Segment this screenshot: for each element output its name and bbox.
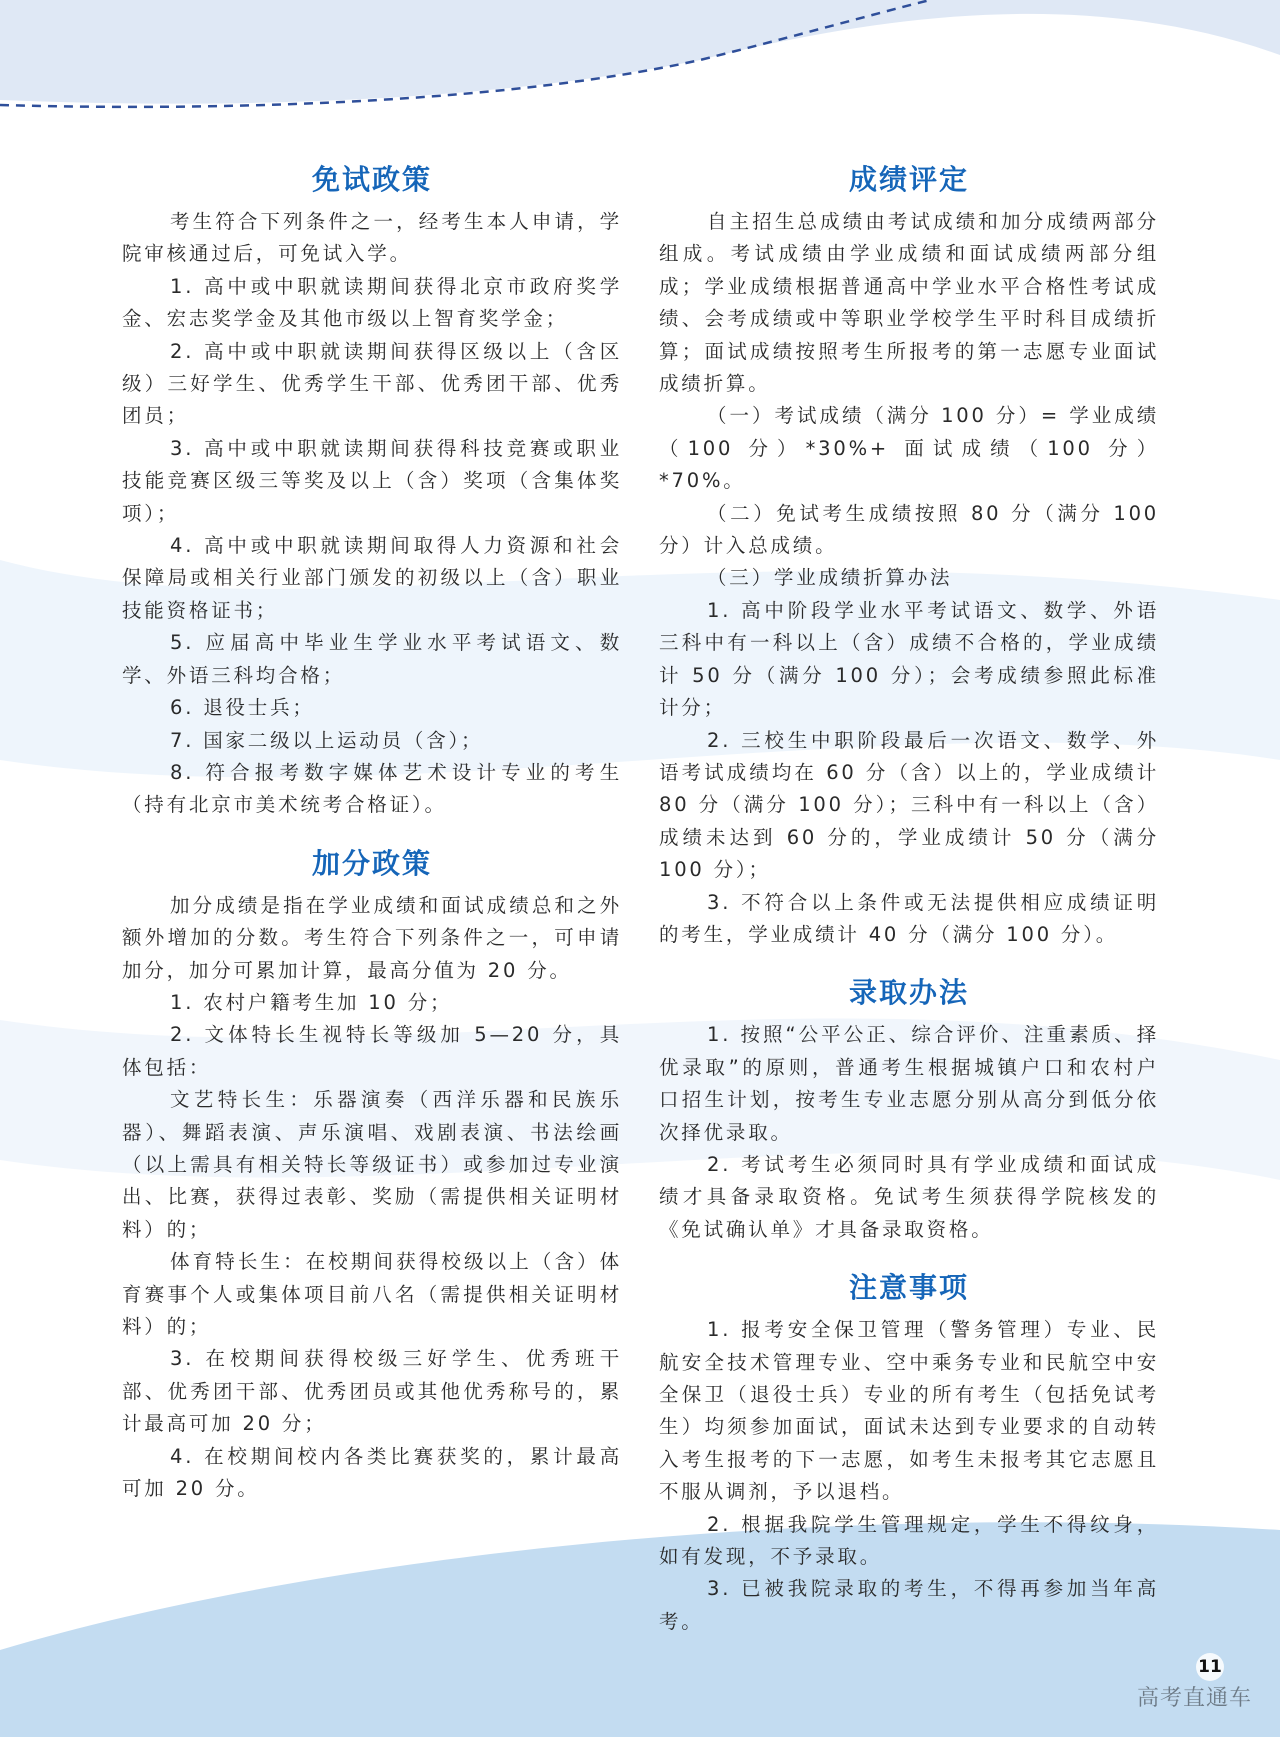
paragraph: 8. 符合报考数字媒体艺术设计专业的考生（持有北京市美术统考合格证）。 [122, 760, 622, 817]
paragraph: 3. 高中或中职就读期间获得科技竞赛或职业技能竞赛区级三等奖及以上（含）奖项（含集体奖项）； [122, 436, 622, 525]
paragraph: 自主招生总成绩由考试成绩和加分成绩两部分组成。考试成绩由学业成绩和面试成绩两部分组成；学业成绩根据普通高中学业水平合格性考试成绩、会考成绩或中等职业学校学生平时科目成绩折算；面试成绩按照考生所报考的第一志愿专业面试成绩折算。 [659, 210, 1159, 396]
paragraph: 4. 在校期间校内各类比赛获奖的，累计最高可加 20 分。 [122, 1444, 622, 1501]
section-bonus-policy [122, 844, 622, 1506]
paragraph: （一）考试成绩（满分 100 分）= 学业成绩（100 分）*30%+ 面试成绩（100 分）*70%。 [659, 404, 1159, 493]
paragraph: 4. 高中或中职就读期间取得人力资源和社会保障局或相关行业部门颁发的初级以上（含）职业技能资格证书； [122, 534, 622, 622]
section-title: 免试政策 [311, 163, 432, 196]
paragraph: 2. 根据我院学生管理规定，学生不得纹身，如有发现，不予录取。 [659, 1512, 1159, 1569]
paragraph: 2. 考试考生必须同时具有学业成绩和面试成绩才具备录取资格。免试考生须获得学院核发的《免试确认单》才具备录取资格。 [659, 1152, 1159, 1241]
paragraph: 1. 按照“公平公正、综合评价、注重素质、择优录取”的原则，普通考生根据城镇户口和农村户口招生计划，按考生专业志愿分别从高分到低分依次择优录取。 [659, 1023, 1159, 1144]
right-column [659, 160, 1159, 1660]
paragraph: 体育特长生：在校期间获得校级以上（含）体育赛事个人或集体项目前八名（需提供相关证明材料）的； [122, 1250, 622, 1338]
section-exemption-policy [122, 160, 622, 822]
paragraph: 考生符合下列条件之一，经考生本人申请，学院审核通过后，可免试入学。 [122, 210, 622, 266]
section-title: 注意事项 [848, 1271, 969, 1305]
section-score-evaluation [659, 160, 1159, 951]
paragraph: 加分成绩是指在学业成绩和面试成绩总和之外额外增加的分数。考生符合下列条件之一，可申请加分，加分可累加计算，最高分值为 20 分。 [122, 893, 622, 982]
paragraph: 1. 报考安全保卫管理（警务管理）专业、民航安全技术管理专业、空中乘务专业和民航空中安全保卫（退役士兵）专业的所有考生（包括免试考生）均须参加面试，面试未达到专业要求的自动转入考生报考的下一志愿，如考生未报考其它志愿且不服从调剂，予以退档。 [659, 1318, 1159, 1504]
paragraph: 1. 农村户籍考生加 10 分； [170, 990, 453, 1014]
section-title: 录取办法 [848, 976, 969, 1010]
paragraph: 2. 文体特长生视特长等级加 5—20 分，具体包括： [122, 1023, 622, 1079]
section-title: 加分政策 [311, 846, 432, 880]
page-footer [1136, 1657, 1252, 1713]
paragraph: 2. 高中或中职就读期间获得区级以上（含区级）三好学生、优秀学生干部、优秀团干部、优秀团员； [122, 339, 622, 428]
paragraph: 5. 应届高中毕业生学业水平考试语文、数学、外语三科均合格； [122, 631, 622, 687]
paragraph: 1. 高中阶段学业水平考试语文、数学、外语三科中有一科以上（含）成绩不合格的，学业成绩计 50 分（满分 100 分）；会考成绩参照此标准计分； [659, 598, 1159, 720]
section-admission-method [659, 973, 1159, 1246]
paragraph: 2. 三校生中职阶段最后一次语文、数学、外语考试成绩均在 60 分（含）以上的，学业成绩计 80 分（满分 100 分）；三科中有一科以上（含）成绩未达到 60 分的，学业成绩计 50 分（满分 100 分）； [659, 728, 1159, 882]
paragraph: 3. 已被我院录取的考生，不得再参加当年高考。 [659, 1577, 1159, 1633]
paragraph: 3. 不符合以上条件或无法提供相应成绩证明的考生，学业成绩计 40 分（满分 100 分）。 [659, 890, 1159, 946]
section-title: 成绩评定 [848, 163, 969, 196]
section-notes [659, 1268, 1159, 1638]
paragraph: 7. 国家二级以上运动员（含）； [170, 728, 484, 752]
paragraph: 3. 在校期间获得校级三好学生、优秀班干部、优秀团干部、优秀团员或其他优秀称号的，累计最高可加 20 分； [122, 1347, 622, 1436]
paragraph: （二）免试考生成绩按照 80 分（满分 100 分）计入总成绩。 [659, 501, 1159, 558]
left-column [122, 160, 622, 1527]
paragraph: 文艺特长生：乐器演奏（西洋乐器和民族乐器）、舞蹈表演、声乐演唱、戏剧表演、书法绘画（以上需具有相关特长等级证书）或参加过专业演出、比赛，获得过表彰、奖励（需提供相关证明材料）的； [122, 1088, 622, 1241]
paragraph: （三）学业成绩折算办法 [707, 566, 953, 590]
top-band [0, 0, 1280, 104]
magazine-name: 高考直通车 [1136, 1686, 1252, 1711]
paragraph: 6. 退役士兵； [170, 696, 315, 720]
paragraph: 1. 高中或中职就读期间获得北京市政府奖学金、宏志奖学金及其他市级以上智育奖学金； [122, 274, 622, 331]
page-number: 11 [1196, 1653, 1224, 1681]
